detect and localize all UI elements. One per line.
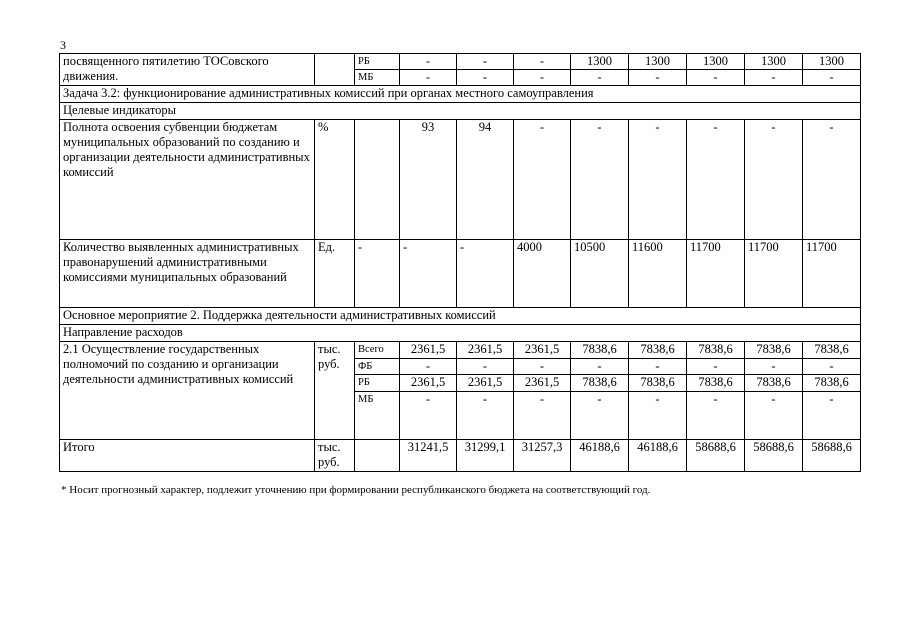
value-cell: 2361,5 bbox=[400, 342, 457, 359]
value-cell: 4000 bbox=[514, 240, 571, 308]
source-cell: МБ bbox=[355, 70, 400, 86]
value-cell: 2361,5 bbox=[457, 342, 514, 359]
value-cell: - bbox=[514, 70, 571, 86]
table-row bbox=[60, 342, 861, 359]
value-cell: 1300 bbox=[571, 54, 629, 70]
value-cell: - bbox=[687, 359, 745, 375]
value-cell: - bbox=[400, 392, 457, 440]
value-cell: - bbox=[629, 359, 687, 375]
unit-cell: тыс. руб. bbox=[315, 342, 355, 440]
value-cell: - bbox=[457, 359, 514, 375]
value-cell: 46188,6 bbox=[571, 440, 629, 472]
value-cell: - bbox=[745, 359, 803, 375]
value-cell: - bbox=[687, 70, 745, 86]
main-event-title: Основное мероприятие 2. Поддержка деятельности административных комиссий bbox=[60, 308, 861, 325]
table-row bbox=[60, 240, 861, 308]
footnote: * Носит прогнозный характер, подлежит уточнению при формировании республиканского бюджета на соответствующий год. bbox=[61, 484, 651, 496]
value-cell: 31299,1 bbox=[457, 440, 514, 472]
value-cell: - bbox=[687, 392, 745, 440]
task-title: Задача 3.2: функционирование административных комиссий при органах местного самоуправления bbox=[60, 86, 861, 103]
value-cell: - bbox=[457, 54, 514, 70]
table-row bbox=[60, 103, 861, 120]
source-cell: РБ bbox=[355, 375, 400, 392]
value-cell: - bbox=[400, 359, 457, 375]
value-cell: - bbox=[687, 120, 745, 240]
source-cell: Всего bbox=[355, 342, 400, 359]
value-cell: - bbox=[457, 392, 514, 440]
value-cell: - bbox=[400, 54, 457, 70]
value-cell: 7838,6 bbox=[629, 375, 687, 392]
value-cell: 31257,3 bbox=[514, 440, 571, 472]
unit-cell: Ед. bbox=[315, 240, 355, 308]
value-cell: 7838,6 bbox=[803, 375, 861, 392]
budget-table bbox=[59, 53, 861, 472]
value-cell: - bbox=[514, 392, 571, 440]
value-cell: 2361,5 bbox=[400, 375, 457, 392]
value-cell: 1300 bbox=[745, 54, 803, 70]
value-cell: - bbox=[514, 359, 571, 375]
unit-cell: % bbox=[315, 120, 355, 240]
table-row bbox=[60, 86, 861, 103]
source-cell: МБ bbox=[355, 392, 400, 440]
row-label: Итого bbox=[60, 440, 315, 472]
table-row bbox=[60, 120, 861, 240]
source-cell: ФБ bbox=[355, 359, 400, 375]
value-cell: 58688,6 bbox=[803, 440, 861, 472]
source-cell: РБ bbox=[355, 54, 400, 70]
value-cell: 46188,6 bbox=[629, 440, 687, 472]
value-cell: - bbox=[629, 70, 687, 86]
value-cell: - bbox=[571, 359, 629, 375]
value-cell: 58688,6 bbox=[687, 440, 745, 472]
table-row bbox=[60, 440, 861, 472]
value-cell: 1300 bbox=[687, 54, 745, 70]
value-cell: 10500 bbox=[571, 240, 629, 308]
value-cell: - bbox=[745, 70, 803, 86]
value-cell: 31241,5 bbox=[400, 440, 457, 472]
value-cell: - bbox=[457, 70, 514, 86]
value-cell: 7838,6 bbox=[571, 342, 629, 359]
source-cell bbox=[355, 120, 400, 240]
table-row bbox=[60, 54, 861, 70]
value-cell: - bbox=[629, 120, 687, 240]
value-cell: 11700 bbox=[803, 240, 861, 308]
value-cell: - bbox=[803, 392, 861, 440]
value-cell: - bbox=[629, 392, 687, 440]
value-cell: 7838,6 bbox=[803, 342, 861, 359]
value-cell: 7838,6 bbox=[571, 375, 629, 392]
row-label: Полнота освоения субвенции бюджетам муниципальных образований по созданию и организации деятельности административных комиссий bbox=[60, 120, 315, 240]
value-cell: 2361,5 bbox=[457, 375, 514, 392]
value-cell: - bbox=[571, 392, 629, 440]
value-cell: 1300 bbox=[803, 54, 861, 70]
value-cell: 2361,5 bbox=[514, 342, 571, 359]
value-cell: - bbox=[400, 70, 457, 86]
unit-cell: тыс. руб. bbox=[315, 440, 355, 472]
value-cell: - bbox=[514, 54, 571, 70]
value-cell: 7838,6 bbox=[745, 375, 803, 392]
row-label: посвященного пятилетию ТОСовского движения. bbox=[60, 54, 315, 86]
row-label: 2.1 Осуществление государственных полномочий по созданию и организации деятельности административных комиссий bbox=[60, 342, 315, 440]
value-cell: - bbox=[571, 120, 629, 240]
value-cell: - bbox=[803, 120, 861, 240]
value-cell: 1300 bbox=[629, 54, 687, 70]
value-cell: 2361,5 bbox=[514, 375, 571, 392]
value-cell: - bbox=[745, 120, 803, 240]
value-cell: 7838,6 bbox=[629, 342, 687, 359]
value-cell: 58688,6 bbox=[745, 440, 803, 472]
value-cell: 7838,6 bbox=[687, 375, 745, 392]
value-cell: - bbox=[803, 359, 861, 375]
table-row bbox=[60, 308, 861, 325]
page-number: 3 bbox=[60, 38, 66, 52]
expenses-title: Направление расходов bbox=[60, 325, 861, 342]
value-cell: 11600 bbox=[629, 240, 687, 308]
value-cell: 93 bbox=[400, 120, 457, 240]
value-cell: 11700 bbox=[687, 240, 745, 308]
table-row bbox=[60, 325, 861, 342]
value-cell: 7838,6 bbox=[745, 342, 803, 359]
value-cell: - bbox=[514, 120, 571, 240]
value-cell: - bbox=[571, 70, 629, 86]
row-label: Количество выявленных административных правонарушений административными комиссиями муниципальных образований bbox=[60, 240, 315, 308]
value-cell: 7838,6 bbox=[687, 342, 745, 359]
value-cell: - bbox=[803, 70, 861, 86]
value-cell: - bbox=[400, 240, 457, 308]
value-cell: 94 bbox=[457, 120, 514, 240]
value-cell: - bbox=[745, 392, 803, 440]
source-cell: - bbox=[355, 240, 400, 308]
value-cell: - bbox=[457, 240, 514, 308]
indicators-title: Целевые индикаторы bbox=[60, 103, 861, 120]
value-cell: 11700 bbox=[745, 240, 803, 308]
